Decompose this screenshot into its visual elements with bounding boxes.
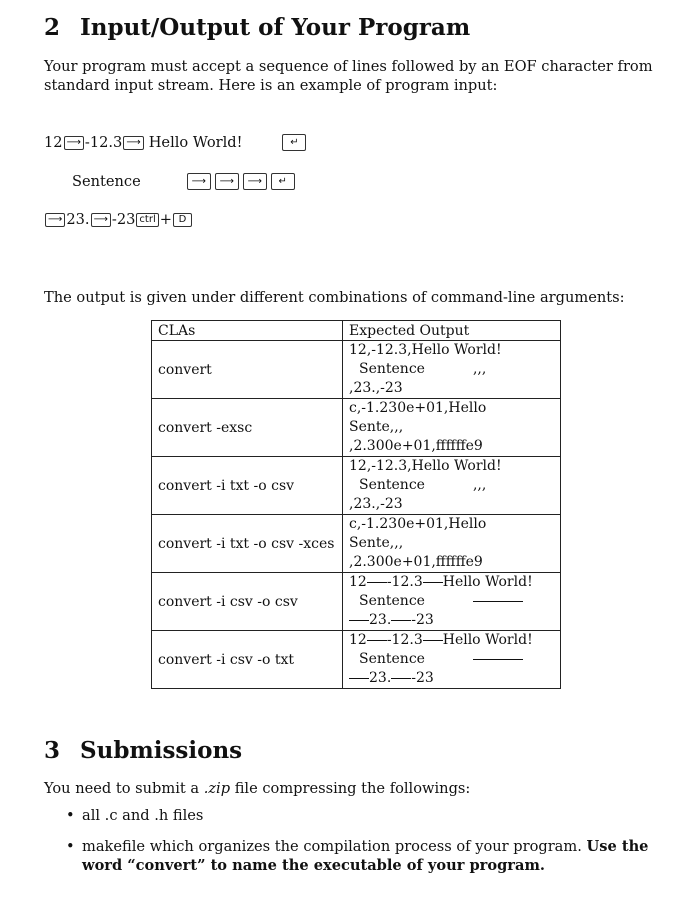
tab-key: ⟶ <box>215 173 239 190</box>
token-23: 23. <box>66 211 90 228</box>
input-line-3 <box>44 211 193 228</box>
table-header-row <box>152 321 561 341</box>
tab-key: ⟶ <box>187 173 211 190</box>
enter-key: ↵ <box>282 134 306 151</box>
section-title: Input/Output of Your Program <box>80 14 471 41</box>
tab-arrow-icon <box>391 678 411 679</box>
cla-cell: convert -i txt -o csv -xces <box>152 515 343 573</box>
output-cell <box>343 341 561 399</box>
output-line: 12 -12.3 Hello World! <box>349 574 533 590</box>
section-number: 2 <box>44 14 61 41</box>
output-intro: The output is given under different combinations of command-line arguments: <box>44 289 625 306</box>
tab-arrow-icon <box>391 620 411 621</box>
output-line: ,23.,-23 <box>349 496 403 512</box>
output-line: 23. -23 <box>349 611 554 630</box>
output-line: Sentence <box>349 650 554 669</box>
tab-key: ⟶ <box>123 136 143 150</box>
cla-cell: convert -i csv -o csv <box>152 573 343 631</box>
cla-cell: convert <box>152 341 343 399</box>
header-clas: CLAs <box>152 321 343 341</box>
submission-list <box>60 806 672 887</box>
intro-paragraph: Your program must accept a sequence of lines followed by an EOF character from standard input stream. Here is an example of program input: <box>44 58 653 94</box>
table-row <box>152 457 561 515</box>
token-hello-world: Hello World! <box>148 134 243 151</box>
tab-arrow-icon <box>367 640 387 641</box>
tab-arrow-icon <box>367 582 387 583</box>
cla-cell: convert -i txt -o csv <box>152 457 343 515</box>
output-cell <box>343 399 561 457</box>
token-neg-12-3: -12.3 <box>84 134 123 151</box>
section-3-heading <box>44 737 242 764</box>
output-line: 12,-12.3,Hello World! <box>349 342 502 358</box>
section-number: 3 <box>44 737 61 764</box>
table-row <box>152 515 561 573</box>
tab-arrow-icon <box>423 640 443 641</box>
input-line-2 <box>72 173 297 190</box>
d-key: D <box>173 213 192 227</box>
output-cell <box>343 573 561 631</box>
submission-intro: You need to submit a .zip file compressing the followings: <box>44 780 471 797</box>
tab-key: ⟶ <box>64 136 84 150</box>
table-row <box>152 341 561 399</box>
output-line: ,2.300e+01,ffffffe9 <box>349 554 483 570</box>
output-line: 12 -12.3 Hello World! <box>349 632 533 648</box>
list-item: • all .c and .h files <box>60 806 672 825</box>
tab-key: ⟶ <box>45 213 65 227</box>
output-line: c,-1.230e+01,Hello <box>349 516 487 532</box>
output-cell <box>343 515 561 573</box>
output-line: 12,-12.3,Hello World! <box>349 458 502 474</box>
output-line: ,23.,-23 <box>349 380 403 396</box>
list-item: • makefile which organizes the compilation process of your program. Use the word “convert” to name the executable of your program. <box>60 837 672 875</box>
plus-sign: + <box>159 211 172 228</box>
output-line: ,2.300e+01,ffffffe9 <box>349 438 483 454</box>
output-cell <box>343 457 561 515</box>
header-expected-output: Expected Output <box>343 321 561 341</box>
section-title: Submissions <box>80 737 243 764</box>
output-line: Sentence ,,, <box>359 361 487 377</box>
tab-arrow-icon <box>473 659 523 660</box>
table-row <box>152 399 561 457</box>
output-line: Sentence ,,, <box>359 477 487 493</box>
token-12: 12 <box>44 134 63 151</box>
token-sentence: Sentence <box>72 173 141 190</box>
output-line: 23. -23 <box>349 669 554 688</box>
ctrl-key: ctrl <box>136 213 158 227</box>
tab-arrow-icon <box>349 678 369 679</box>
section-2-heading <box>44 14 470 41</box>
output-cell <box>343 631 561 689</box>
table-row <box>152 573 561 631</box>
tab-arrow-icon <box>423 582 443 583</box>
output-line: Sente,,, <box>349 535 404 551</box>
output-line: Sente,,, <box>349 419 404 435</box>
table-row <box>152 631 561 689</box>
cla-cell: convert -i csv -o txt <box>152 631 343 689</box>
cla-cell: convert -exsc <box>152 399 343 457</box>
output-line: Sentence <box>349 592 554 611</box>
token-neg-23: -23 <box>111 211 136 228</box>
input-line-1 <box>44 134 307 151</box>
tab-arrow-icon <box>473 601 523 602</box>
tab-arrow-icon <box>349 620 369 621</box>
tab-key: ⟶ <box>91 213 111 227</box>
tab-key: ⟶ <box>243 173 267 190</box>
cla-output-table <box>151 320 561 689</box>
enter-key: ↵ <box>271 173 295 190</box>
output-line: c,-1.230e+01,Hello <box>349 400 487 416</box>
